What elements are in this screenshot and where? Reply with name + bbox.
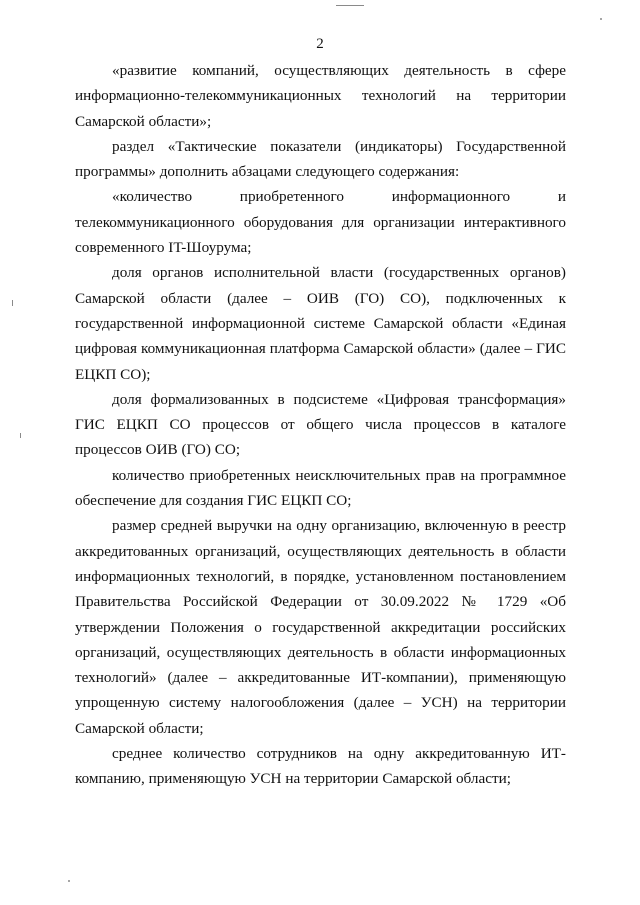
paragraph: доля формализованных в подсистеме «Цифровая трансформация» ГИС ЕЦКП СО процессов от общего числа процессов в каталоге процессов ОИВ (ГО) СО; [75, 390, 566, 459]
scan-artifact-dot [12, 300, 13, 306]
scan-artifact-dot [68, 880, 70, 882]
scan-artifact-dot [20, 433, 21, 438]
paragraph: раздел «Тактические показатели (индикаторы) Государственной программы» дополнить абзацами следующего содержания: [75, 137, 566, 181]
scan-artifact-dot [600, 18, 602, 20]
body-text [75, 58, 566, 792]
paragraph: «количество приобретенного информационного и телекоммуникационного оборудования для организации интерактивного современного IT-Шоурума; [75, 188, 566, 257]
paragraph: размер средней выручки на одну организацию, включенную в реестр аккредитованных организаций, осуществляющих деятельность в области информационных технологий, в порядке, установленном постановлением Правительства Российской Федерации от 30.09.2022 № 1729 «Об утверждении Положения о государственной аккредитации российских организаций, осуществляющих деятельность в области информационных технологий» (далее – аккредитованные ИТ-компании), применяющую упрощенную систему налогообложения (далее – УСН) на территории Самарской области; [75, 517, 566, 737]
paragraph: доля органов исполнительной власти (государственных органов) Самарской области (далее – ОИВ (ГО) СО), подключенных к государственной информационной системе Самарской области «Единая цифровая коммуникационная платформа Самарской области» (далее – ГИС ЕЦКП СО); [75, 264, 566, 383]
paragraph: «развитие компаний, осуществляющих деятельность в сфере информационно-телекоммуникационных технологий на территории Самарской области»; [75, 62, 566, 130]
paragraph: среднее количество сотрудников на одну аккредитованную ИТ-компанию, применяющую УСН на территории Самарской области; [75, 745, 566, 788]
page-number: 2 [316, 36, 324, 52]
scan-artifact-line [336, 5, 364, 6]
paragraph: количество приобретенных неисключительных прав на программное обеспечение для создания ГИС ЕЦКП СО; [75, 466, 566, 510]
